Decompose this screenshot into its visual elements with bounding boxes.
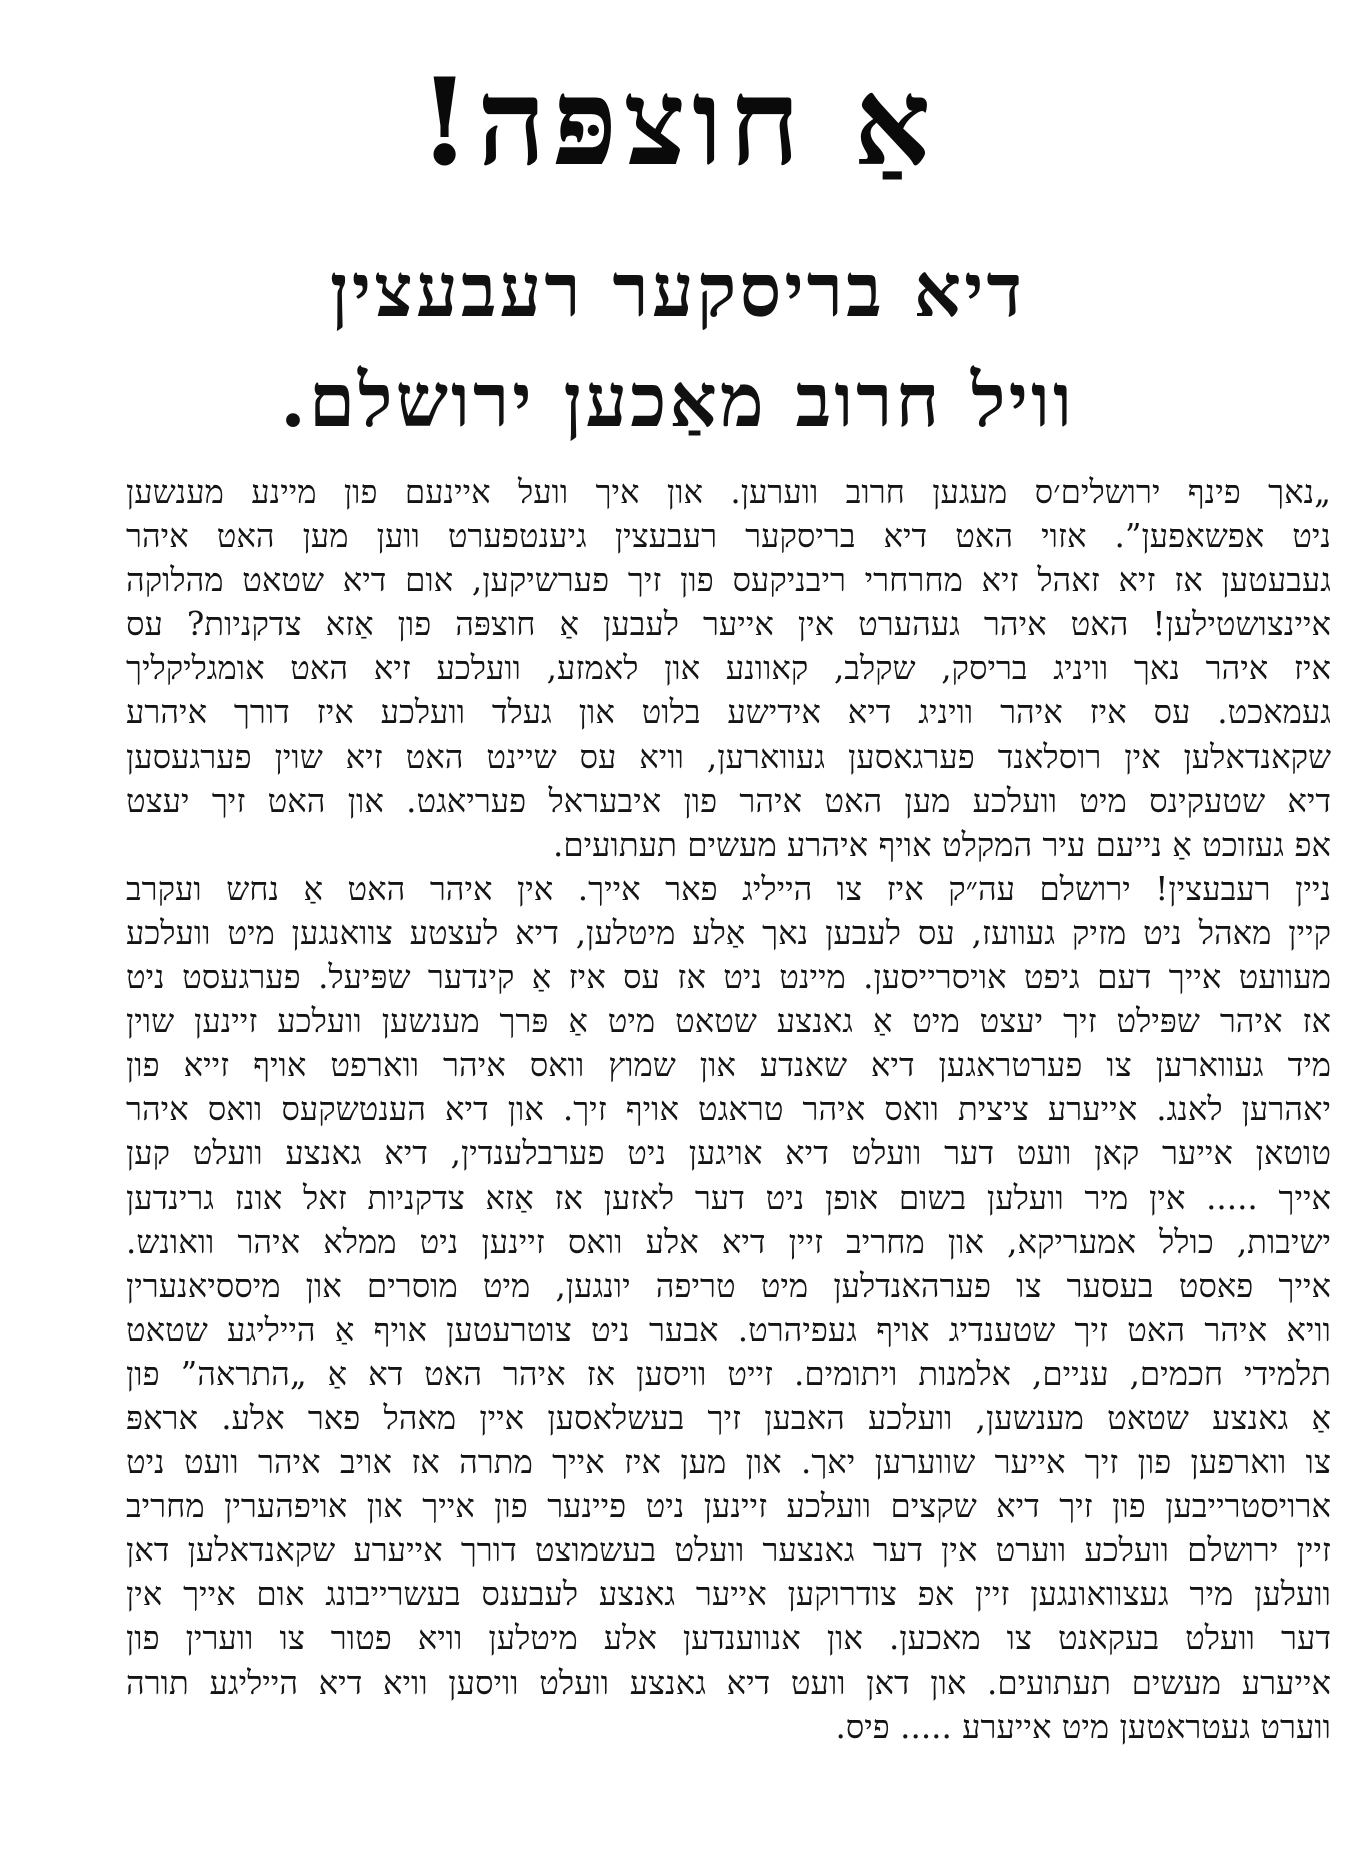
body-line: יאהרען לאנג. אייערע ציצית וואס איהר טראגט אויף זיך. און דיא הענטשקעס וואס איהר	[126, 1090, 1331, 1129]
body-line: ניט אפשאפען”. אזוי האט דיא בריסקער רעבעצין גיענטפערט ווען מען האט איהר	[126, 517, 1331, 556]
body-line: געמאכט. עס איז איהר וויניג דיא אידישע בלוט און געלד וועלכע איז דורך איהרע	[126, 693, 1331, 732]
body-line: אייערע מעשים תעתועים. און דאן וועט דיא גאנצע וועלט וויסען וויא דיא הייליגע תורה	[126, 1663, 1331, 1702]
body-line: „נאך פינף ירושלים׳ס מעגען חרוב ווערען. און איך וועל איינעם פון מיינע מענשען	[126, 473, 1331, 511]
body-text	[126, 470, 1331, 1749]
subtitle-line-1: דיא בריסקער רעבעצין	[329, 248, 1026, 334]
body-line: וועלען מיר געצוואונגען זיין אפ צודרוקען אייער גאנצע לעבענס בעשרייבונג אום אייך אין	[126, 1575, 1331, 1614]
body-line: איינצושטילען! האט איהר געהערט אין אייער לעבען אַ חוצפּה פון אַזא צדקניות? עס	[126, 605, 1331, 644]
body-line: ישיבות, כולל אמעריקא, און מחריב זיין דיא אלע וואס זיינען ניט ממלא איהר וואונש.	[126, 1222, 1331, 1261]
body-line: אייך ..... אין מיר וועלען בשום אופן ניט דער לאזען אז אַזא צדקניות זאל אונז גרינדען	[126, 1178, 1331, 1217]
main-title: אַ חוצפּה!	[418, 52, 937, 193]
body-line: דיא שטעקינס מיט וועלכע מען האט איהר פון איבעראל פעריאגט. און האט זיך יעצט	[126, 781, 1331, 820]
body-line: וויא איהר האט זיך שטענדיג אויף געפיהרט. אבער ניט צוטרעטען אויף אַ הייליגע שטאט	[126, 1310, 1331, 1349]
body-line: איז איהר נאך וויניג בריסק, שקלב, קאוונע און לאמזע, וועלכע זיא האט אומגליקליך	[126, 649, 1331, 688]
body-line: ארויסטרייבען פון זיך דיא שקצים וועלכע זיינען ניט פיינער פון אייך און אויפהערין מחריב	[126, 1487, 1331, 1526]
body-line: ניין רעבעצין! ירושלם עה״ק איז צו הייליג פאר אייך. אין איהר האט אַ נחש ועקרב	[126, 869, 1331, 908]
body-line: תלמידי חכמים, עניים, אלמנות ויתומים. זייט וויסען אז איהר האט דא אַ „התראה” פון	[126, 1354, 1331, 1393]
body-line: צו ווארפען פון זיך אייער שווערען יאך. און מען איז אייך מתרה אז אויב איהר וועט ניט	[126, 1443, 1331, 1482]
body-line: זיין ירושלם וועלכע ווערט אין דער גאנצער וועלט בעשמוצט דורך אייערע שקאנדאלען דאן	[126, 1531, 1331, 1570]
body-line: אייך פאסט בעסער צו פערהאנדלען מיט טריפה יונגען, מיט מוסרים און מיססיאנערין	[126, 1266, 1331, 1305]
body-line: מיד געווארען צו פערטראגען דיא שאנדע און שמוץ וואס איהר ווארפט אויף זייא פון	[126, 1046, 1331, 1085]
body-line: דער וועלט בעקאנט צו מאכען. און אנווענדען אלע מיטלען וויא פטור צו ווערין פון	[126, 1619, 1331, 1658]
body-line: אז איהר שפּילט זיך יעצט מיט אַ גאנצע שטאט מיט אַ פּרך מענשען וועלכע זיינען שוין	[126, 1002, 1331, 1041]
body-line: שקאנדאלען אין רוסלאנד פערגאסען געווארען, וויא עס שיינט האט זיא שוין פערגעסען	[126, 737, 1331, 776]
body-line: אפ געזוכט אַ נייעם עיר המקלט אויף איהרע מעשים תעתועים.	[553, 825, 1331, 864]
body-line: טוטאן אייער קאן וועט דער וועלט דיא אויגען ניט פערבלענדין, דיא גאנצע וועלט קען	[126, 1134, 1331, 1173]
body-line: קיין מאהל ניט מזיק געוועז, עס לעבען נאך אַלע מיטלען, דיא לעצטע צוואנגען מיט וועלכע	[126, 913, 1331, 952]
body-line: ווערט געטראטען מיט אייערע ..... פיס.	[835, 1707, 1331, 1746]
body-line: אַ גאנצע שטאט מענשען, וועלכע האבען זיך בעשלאסען איין מאהל פאר אלע. אראפּ	[126, 1398, 1331, 1437]
body-line: מעוועט אייך דעם גיפט אויסרייסען. מיינט ניט אז עס איז אַ קינדער שפּיעל. פערגעסט ניט	[126, 958, 1331, 997]
subtitle-line-2: וויל חרוב מאַכען ירושלם.	[280, 358, 1075, 444]
body-line: געבעטען אז זיא זאהל זיא מחרחרי ריבניקעס פון זיך פערשיקען, אום דיא שטאט מהלוקה	[126, 561, 1331, 600]
